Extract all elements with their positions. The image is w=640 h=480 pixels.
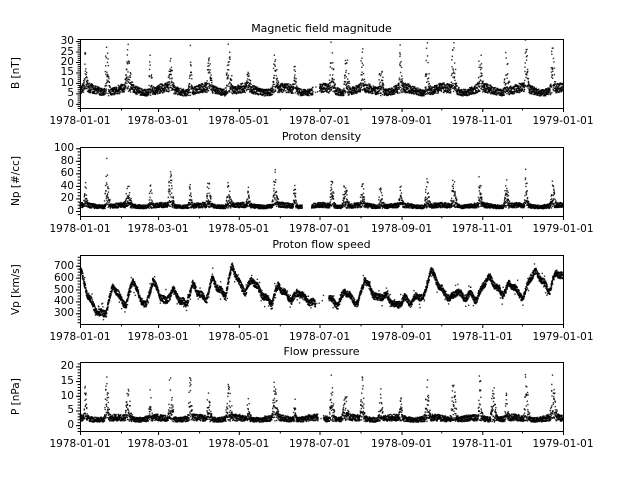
panel-0-xtick: 1978-01-01	[49, 115, 111, 127]
panel-1-xtick: 1978-07-01	[288, 223, 351, 235]
panel-0-ytick: 20	[60, 56, 74, 68]
panel-2-ytick: 300	[53, 307, 74, 320]
panel-0-ytick: 0	[67, 97, 74, 110]
panel-1-xtick: 1978-05-01	[208, 223, 270, 235]
panel-1-ytick: 20	[60, 192, 74, 205]
panel-2-ytick: 500	[53, 283, 74, 296]
panel-2-xtick: 1978-01-01	[49, 331, 111, 343]
panel-0-title: Magnetic field magnitude	[251, 22, 392, 35]
panel-3-ytick: 0	[67, 419, 74, 432]
panel-3-ytick: 10	[60, 389, 74, 402]
panel-1-ylabel: Np [#/cc]	[10, 156, 22, 207]
panel-3-ytick: 20	[60, 360, 74, 373]
panel-2-xtick: 1978-07-01	[288, 331, 351, 343]
panel-2-xtick: 1978-03-01	[127, 331, 189, 343]
panel-1-ytick: 0	[67, 204, 74, 217]
panel-1-xtick: 1978-01-01	[49, 223, 111, 235]
panel-3-xtick: 1978-09-01	[371, 438, 433, 450]
panel-3-xtick: 1978-05-01	[208, 438, 270, 450]
panel-2-title: Proton flow speed	[272, 238, 371, 251]
panel-2-ylabel: Vp [km/s]	[10, 264, 22, 315]
panel-1-ytick: 60	[60, 167, 74, 180]
panel-3-ylabel: P [nPa]	[10, 378, 22, 415]
panel-3-xtick: 1978-11-01	[451, 438, 513, 450]
panel-2-xtick: 1978-09-01	[371, 331, 433, 343]
panel-1-xtick: 1979-01-01	[532, 223, 594, 235]
panel-1-xtick: 1978-11-01	[451, 223, 513, 235]
panel-3-title: Flow pressure	[283, 345, 360, 358]
panel-3-ytick: 15	[60, 375, 74, 388]
panel-2-xtick: 1979-01-01	[532, 331, 594, 343]
panel-0-ytick: 25	[60, 45, 74, 58]
panel-3-xtick: 1978-01-01	[49, 438, 111, 450]
panel-2-ytick: 600	[53, 271, 74, 284]
panel-0-xtick: 1978-07-01	[288, 115, 351, 127]
panel-3-xtick: 1978-03-01	[127, 438, 189, 450]
panel-1-xtick: 1978-03-01	[127, 223, 189, 235]
panel-1-title: Proton density	[281, 130, 362, 143]
panel-0-xtick: 1978-11-01	[451, 115, 513, 127]
panel-0-xtick: 1978-09-01	[371, 115, 433, 127]
panel-2-xtick: 1978-11-01	[451, 331, 513, 343]
panel-0-ylabel: B [nT]	[10, 57, 22, 90]
panel-3-xtick: 1978-07-01	[288, 438, 351, 450]
panel-0-ytick: 15	[60, 66, 74, 79]
panel-0-ytick: 10	[60, 76, 74, 89]
panel-1-ytick: 100	[53, 142, 74, 155]
panel-3-xtick: 1979-01-01	[532, 438, 594, 450]
panel-0-ytick: 5	[67, 87, 74, 100]
panel-0-ytick: 30	[60, 35, 74, 48]
panel-1-ytick: 80	[60, 154, 74, 167]
panel-0-xtick: 1978-05-01	[208, 115, 270, 127]
panel-1-ytick: 40	[60, 179, 74, 192]
panel-0-xtick: 1979-01-01	[532, 115, 594, 127]
panel-0-xtick: 1978-03-01	[127, 115, 189, 127]
panel-1-xtick: 1978-09-01	[371, 223, 433, 235]
panel-3-ytick: 5	[67, 404, 74, 417]
panel-2-ytick: 700	[53, 259, 74, 272]
panel-2-ytick: 400	[53, 295, 74, 308]
panel-2-xtick: 1978-05-01	[208, 331, 270, 343]
